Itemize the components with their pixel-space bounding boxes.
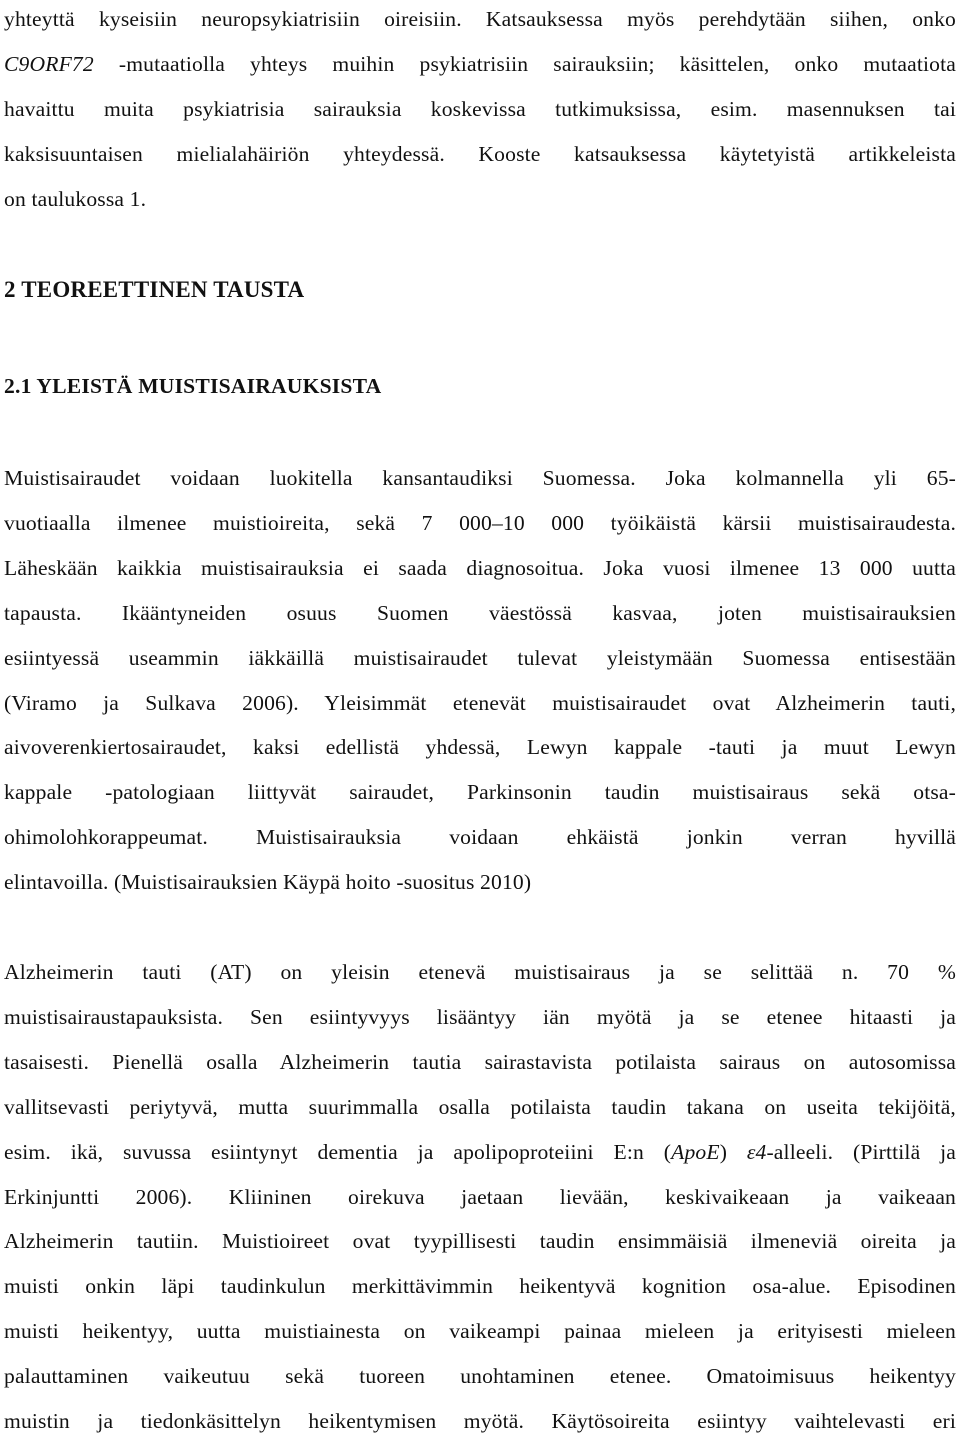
text-line: kaksisuuntaisen mielialahäiriön yhteydessä. Kooste katsauksessa käytetyistä artikkeleista	[4, 141, 956, 166]
text-line: havaittu muita psykiatrisia sairauksia koskevissa tutkimuksissa, esim. masennuksen tai	[4, 96, 956, 121]
paragraph-alzheimers	[4, 950, 956, 1444]
text-line: ohimolohkorappeumat. Muistisairauksia voidaan ehkäistä jonkin verran hyvillä	[4, 825, 956, 850]
text-line: yhteyttä kyseisiin neuropsykiatrisiin oireisiin. Katsauksessa myös perehdytään siihen, onko	[4, 7, 956, 31]
text-line: Alzheimerin tautiin. Muistioireet ovat tyypillisesti taudin ensimmäisiä ilmeneviä oireita ja	[4, 1229, 956, 1254]
text-line: vuotiaalla ilmenee muistioireita, sekä 7 000–10 000 työikäistä kärsii muistisairaudesta.	[4, 510, 956, 535]
text-line: vallitsevasti periytyvä, mutta suurimmalla osalla potilaista taudin takana on useita tekijöitä,	[4, 1094, 956, 1119]
text-fragment: )	[719, 1139, 747, 1164]
section-heading: 2 TEOREETTINEN TAUSTA	[4, 277, 305, 302]
intro-paragraph	[4, 0, 956, 222]
subsection-heading: 2.1 YLEISTÄ MUISTISAIRAUKSISTA	[4, 374, 382, 398]
paragraph-memory-disorders	[4, 456, 956, 905]
text-line: Erkinjuntti 2006). Kliininen oirekuva jaetaan lievään, keskivaikeaan ja vaikeaan	[4, 1184, 956, 1209]
text-line: esiintyessä useammin iäkkäillä muistisairaudet tulevat yleistymään Suomessa entisestään	[4, 645, 956, 670]
text-line: muisti onkin läpi taudinkulun merkittävimmin heikentyvä kognition osa-alue. Episodinen	[4, 1274, 956, 1299]
text-line: Alzheimerin tauti (AT) on yleisin etenevä muistisairaus ja se selittää n. 70 %	[4, 960, 956, 984]
text-fragment: esim. ikä, suvussa esiintynyt dementia ja apolipoproteiini E:n (	[4, 1139, 672, 1164]
text-line: muistisairaustapauksista. Sen esiintyvyys lisääntyy iän myötä ja se etenee hitaasti ja	[4, 1004, 956, 1029]
gene-name: ApoE	[671, 1139, 720, 1164]
text-line: aivoverenkiertosairaudet, kaksi edellistä yhdessä, Lewyn kappale -tauti ja muut Lewyn	[4, 735, 956, 760]
text-line: muisti heikentyy, uutta muistiainesta on vaikeampi painaa mieleen ja erityisesti mieleen	[4, 1319, 956, 1344]
text-line	[4, 42, 956, 87]
text-line: on taulukossa 1.	[4, 186, 147, 211]
gene-name: C9ORF72	[4, 51, 94, 76]
text-line: palauttaminen vaikeutuu sekä tuoreen unohtaminen etenee. Omatoimisuus heikentyy	[4, 1364, 956, 1389]
text-line: tapausta. Ikääntyneiden osuus Suomen väestössä kasvaa, joten muistisairauksien	[4, 600, 956, 625]
text-line: Läheskään kaikkia muistisairauksia ei saada diagnosoitua. Joka vuosi ilmenee 13 000 uutta	[4, 555, 956, 580]
text-line: (Viramo ja Sulkava 2006). Yleisimmät etenevät muistisairaudet ovat Alzheimerin tauti,	[4, 690, 956, 715]
text-line: kappale -patologiaan liittyvät sairaudet, Parkinsonin taudin muistisairaus sekä otsa-	[4, 780, 956, 805]
text-line: elintavoilla. (Muistisairauksien Käypä hoito -suositus 2010)	[4, 870, 532, 895]
text-fragment: -alleeli. (Pirttilä ja	[766, 1139, 957, 1164]
text-fragment: -mutaatiolla yhteys muihin psykiatrisiin sairauksiin; käsittelen, onko mutaatiota	[93, 51, 956, 76]
text-line: Muistisairaudet voidaan luokitella kansantaudiksi Suomessa. Joka kolmannella yli 65-	[4, 466, 956, 490]
allele-name: ε4	[746, 1139, 767, 1164]
text-line	[4, 1130, 956, 1175]
text-line: muistin ja tiedonkäsittelyn heikentymisen myötä. Käytösoireita esiintyy vaihtelevasti eri	[4, 1409, 956, 1434]
text-line: tasaisesti. Pienellä osalla Alzheimerin tautia sairastavista potilaista sairaus on autosomissa	[4, 1049, 956, 1074]
